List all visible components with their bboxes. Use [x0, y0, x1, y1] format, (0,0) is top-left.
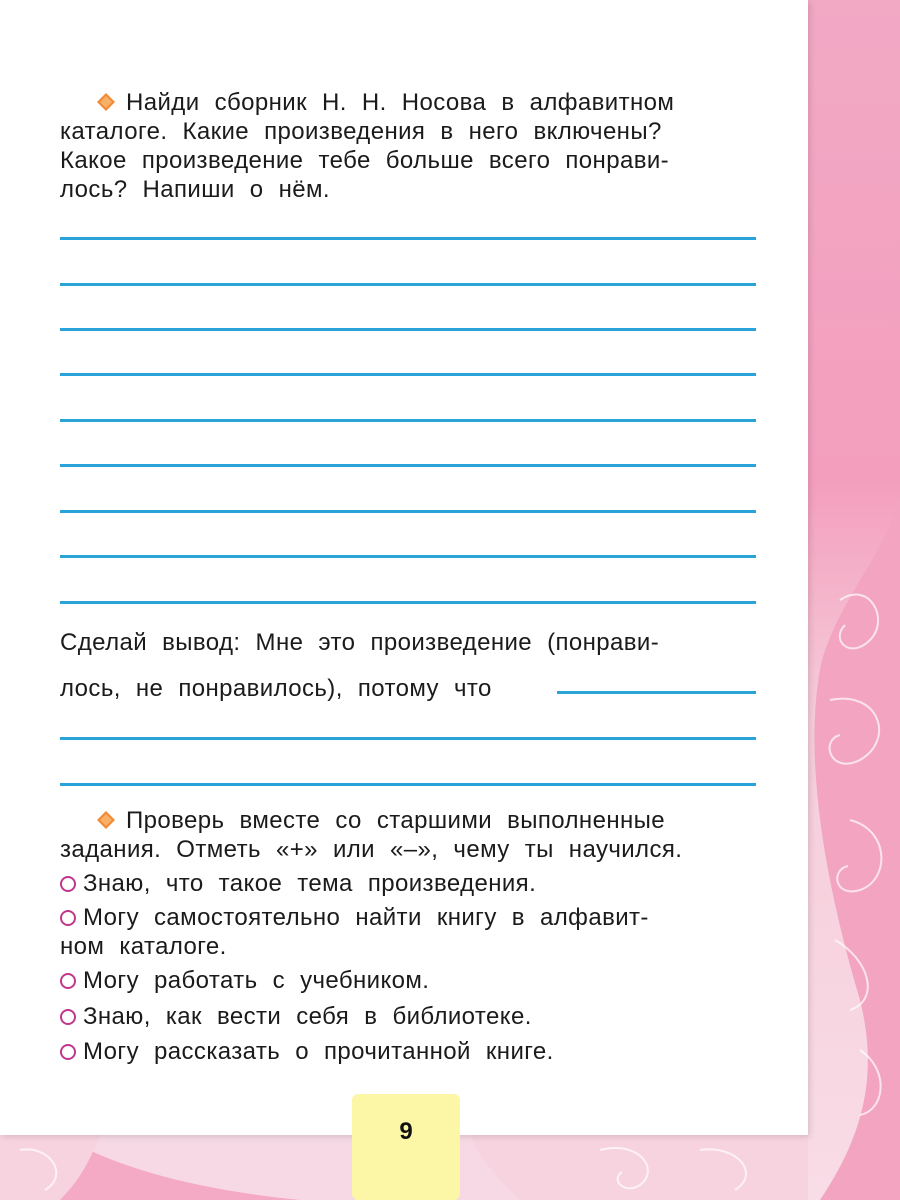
circle-checkbox[interactable] [60, 1009, 76, 1025]
answer-line[interactable] [557, 691, 756, 694]
answer-line[interactable] [60, 237, 756, 240]
checklist-label: Знаю, что такое тема произведения. [83, 870, 537, 897]
checklist-item [60, 1037, 756, 1066]
conclusion-line: Сделай вывод: Мне это произведение (понрави- [60, 629, 660, 656]
checklist-label: Могу рассказать о прочитанной книге. [83, 1038, 554, 1065]
answer-line[interactable] [60, 555, 756, 558]
answer-line[interactable] [60, 328, 756, 331]
circle-checkbox[interactable] [60, 973, 76, 989]
checklist-label: Могу работать с учебником. [83, 967, 430, 994]
task1-text [60, 88, 756, 204]
checklist-label: ном каталоге. [60, 933, 227, 960]
task2-text [60, 806, 756, 864]
task2-line: задания. Отметь «+» или «–», чему ты научился. [60, 836, 683, 863]
answer-line[interactable] [60, 510, 756, 513]
answer-line[interactable] [60, 419, 756, 422]
answer-line[interactable] [60, 283, 756, 286]
diamond-icon [96, 810, 116, 830]
task1-line: лось? Напиши о нём. [60, 176, 330, 203]
checklist-item [60, 966, 756, 995]
checklist-item [60, 1002, 756, 1031]
checklist-label: Могу самостоятельно найти книгу в алфавит- [83, 904, 649, 931]
page-number-badge [352, 1094, 460, 1200]
checklist-item [60, 869, 756, 898]
answer-line[interactable] [60, 783, 756, 786]
circle-checkbox[interactable] [60, 910, 76, 926]
conclusion-line: лось, не понравилось), потому что [60, 675, 492, 702]
answer-line[interactable] [60, 737, 756, 740]
checklist-label: Знаю, как вести себя в библиотеке. [83, 1003, 532, 1030]
task2-line: Проверь вместе со старшими выполненные [126, 807, 666, 834]
conclusion-text [60, 628, 756, 657]
page-number: 9 [399, 1118, 413, 1145]
conclusion-text [60, 674, 756, 703]
diamond-icon [96, 92, 116, 112]
circle-checkbox[interactable] [60, 876, 76, 892]
answer-line[interactable] [60, 373, 756, 376]
task1-line: Найди сборник Н. Н. Носова в алфавитном [126, 89, 675, 116]
task1-line: каталоге. Какие произведения в него включены? [60, 118, 662, 145]
answer-line[interactable] [60, 464, 756, 467]
task1-line: Какое произведение тебе больше всего понрави- [60, 147, 670, 174]
answer-line[interactable] [60, 601, 756, 604]
circle-checkbox[interactable] [60, 1044, 76, 1060]
checklist-item [60, 903, 756, 961]
